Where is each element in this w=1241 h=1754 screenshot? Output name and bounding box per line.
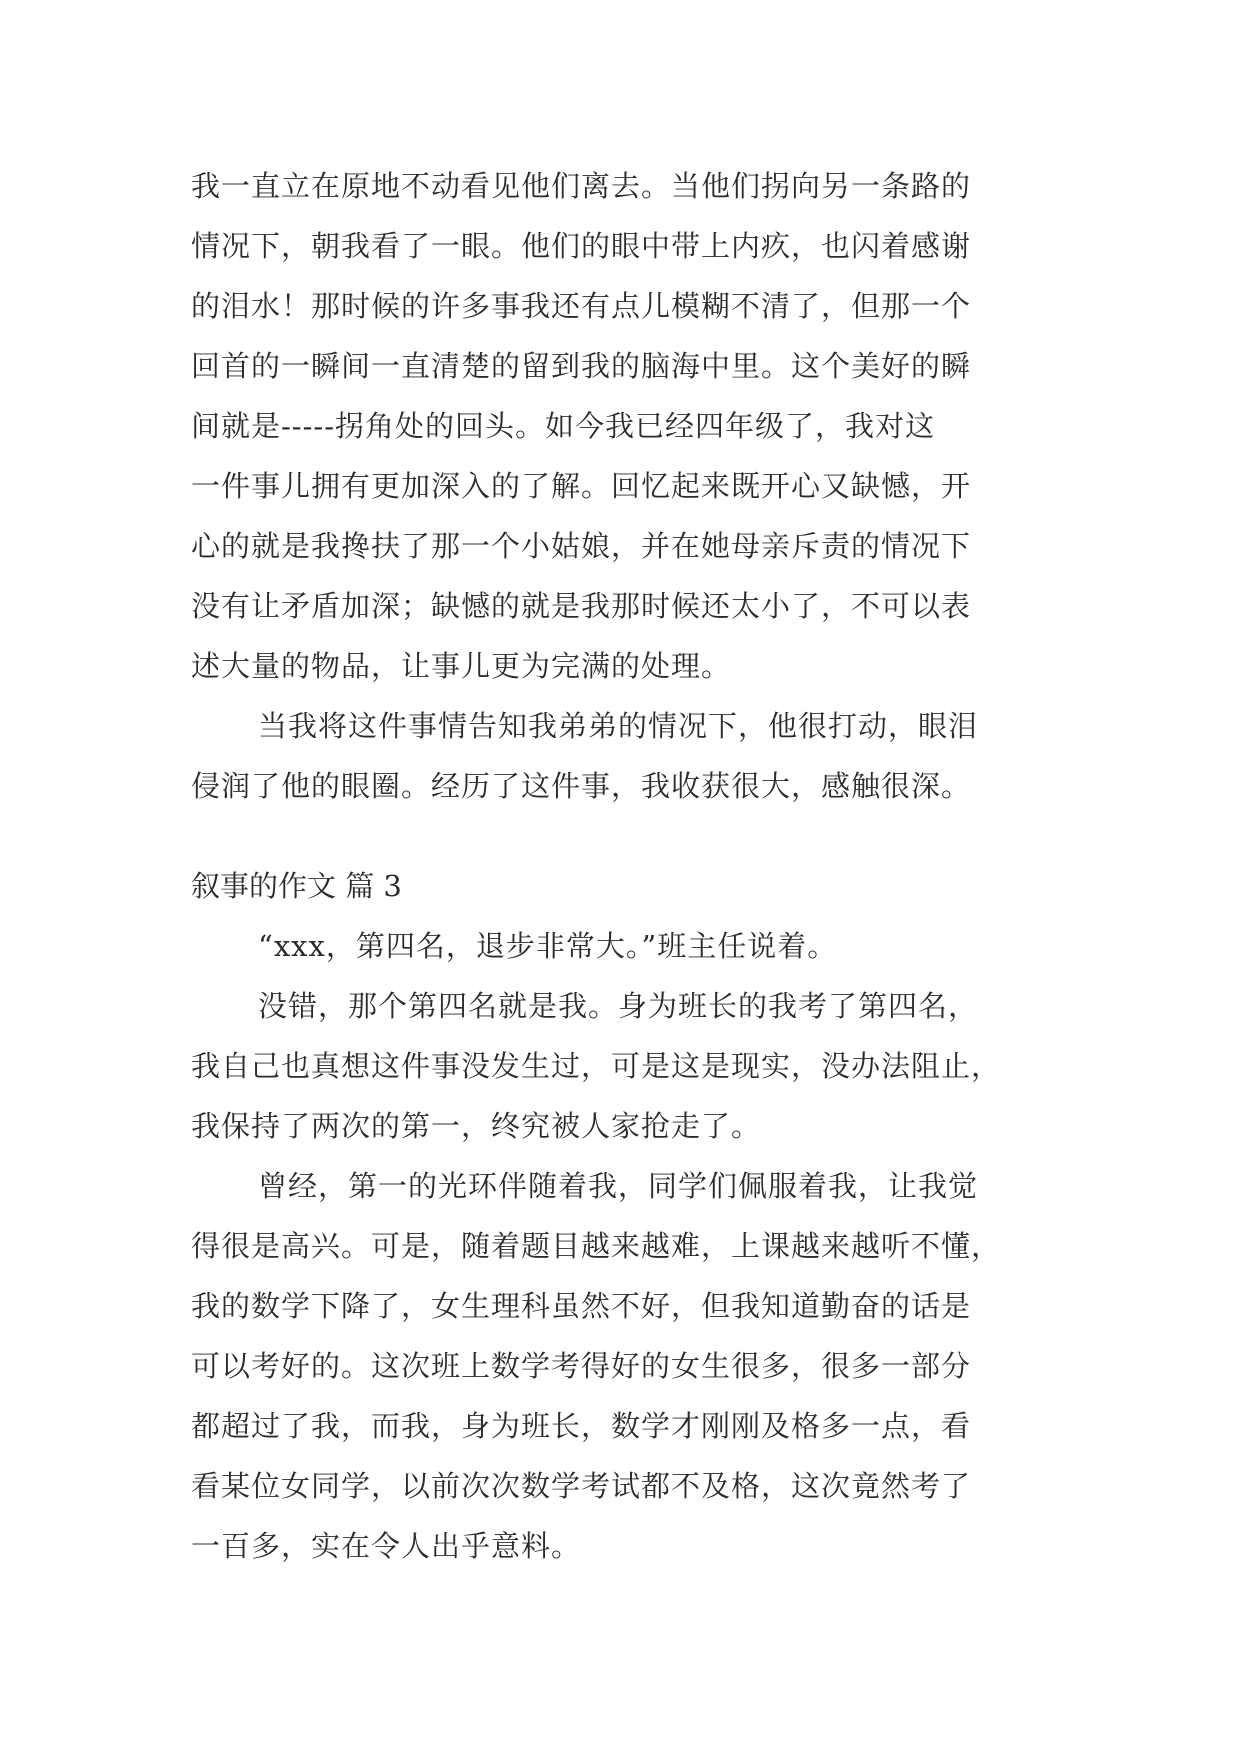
paragraph-start-line: 当我将这件事情告知我弟弟的情况下，他很打动，眼泪 [258,709,979,743]
text-line: 可以考好的。这次班上数学考得好的女生很多，很多一部分 [191,1349,972,1383]
text-line: 得很是高兴。可是，随着题目越来越难，上课越来越听不懂， [191,1229,1002,1263]
text-line: 回首的一瞬间一直清楚的留到我的脑海中里。这个美好的瞬 [191,349,972,383]
text-line: 一百多，实在令人出乎意料。 [191,1529,582,1563]
text-line: 间就是-----拐角处的回头。如今我已经四年级了，我对这 [191,409,935,443]
text-line: 我自己也真想这件事没发生过，可是这是现实，没办法阻止， [191,1049,1002,1083]
text-line: 述大量的物品，让事儿更为完满的处理。 [191,649,732,683]
text-line: 一件事儿拥有更加深入的了解。回忆起来既开心又缺憾，开 [191,469,972,503]
paragraph-start-line: “xxx，第四名，退步非常大。”班主任说着。 [258,929,838,963]
text-line: 的泪水！那时候的许多事我还有点儿模糊不清了，但那一个 [191,289,972,323]
paragraph-start-line: 没错，那个第四名就是我。身为班长的我考了第四名， [258,989,979,1023]
text-line: 心的就是我搀扶了那一个小姑娘，并在她母亲斥责的情况下 [191,529,972,563]
text-line: 侵润了他的眼圈。经历了这件事，我收获很大，感触很深。 [191,769,972,803]
section-heading: 叙事的作文 篇 3 [191,869,402,903]
text-line: 我一直立在原地不动看见他们离去。当他们拐向另一条路的 [191,169,972,203]
text-line: 没有让矛盾加深；缺憾的就是我那时候还太小了，不可以表 [191,589,972,623]
text-line: 情况下，朝我看了一眼。他们的眼中带上内疚，也闪着感谢 [191,229,972,263]
text-line: 都超过了我，而我，身为班长，数学才刚刚及格多一点，看 [191,1409,972,1443]
paragraph-start-line: 曾经，第一的光环伴随着我，同学们佩服着我，让我觉 [258,1169,979,1203]
text-line: 我的数学下降了，女生理科虽然不好，但我知道勤奋的话是 [191,1289,972,1323]
text-line: 我保持了两次的第一，终究被人家抢走了。 [191,1109,762,1143]
text-line: 看某位女同学，以前次次数学考试都不及格，这次竟然考了 [191,1469,972,1503]
